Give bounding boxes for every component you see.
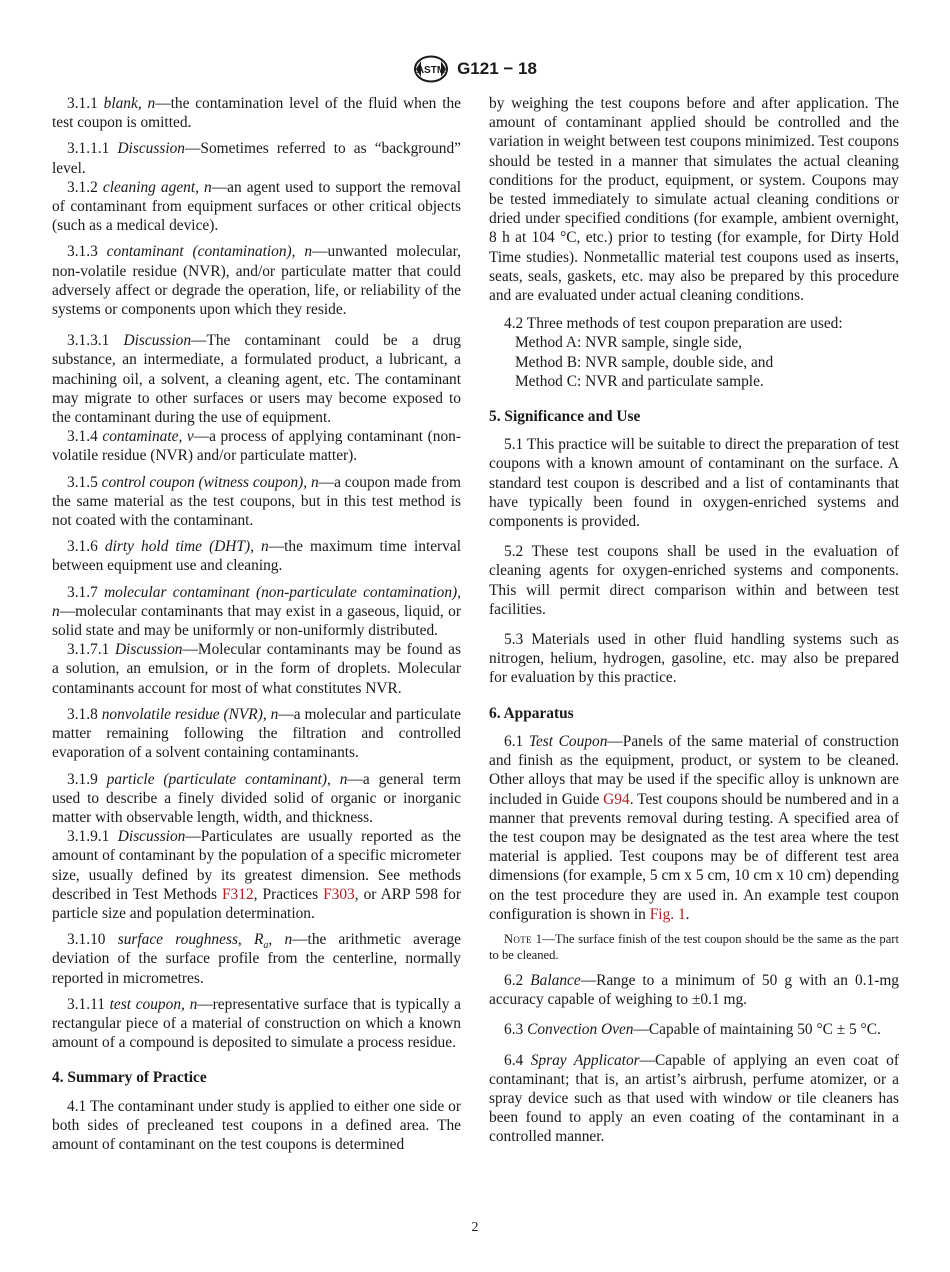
para-4-1-continued: by weighing the test coupons before and after application. The amount of contaminant applied should be controlled and the variation in weight between test coupons minimized. Test coupons should be tested in a manner that simulates the actual cleaning conditions for the product, equipment, or system. Coupons may be tested immediately to simulate actual cleaning conditions or dried under specified conditions (for example, ambient overnight, 8 h at 104 °C, etc.) prior to testing (for example, for Dirty Hold Time studies). Nonmetallic material test coupons used as inserts, seats, seals, gaskets, etc. may also be prepared by this procedure and are evaluated under actual cleaning conditions. xyxy=(489,95,899,305)
method-c: Method C: NVR and particulate sample. xyxy=(515,372,764,390)
left-column xyxy=(52,94,461,1161)
section-4-heading: 4. Summary of Practice xyxy=(52,1069,207,1087)
para-6-4: 6.4 Spray Applicator—Capable of applying an even coat of contaminant; that is, an artist’s airbrush, perfume atomizer, or a spray device such as that used with window or tile cleaners has been found to apply an even coating of the contaminant in a controlled manner. xyxy=(489,1051,899,1146)
page-number: 2 xyxy=(471,1220,479,1235)
para-3-1-6: 3.1.6 dirty hold time (DHT), n—the maximum time interval between equipment use and cleaning. xyxy=(52,538,461,575)
para-3-1-4: 3.1.4 contaminate, v—a process of applying contaminant (non-volatile residue (NVR) and/or particulate matter). xyxy=(52,428,461,465)
method-a: Method A: NVR sample, single side, xyxy=(515,334,742,352)
section-6-heading: 6. Apparatus xyxy=(489,704,574,722)
link-fig-1[interactable]: Fig. 1 xyxy=(649,905,686,923)
para-6-3: 6.3 Convection Oven—Capable of maintaining 50 °C ± 5 °C. xyxy=(504,1021,881,1039)
para-3-1-2: 3.1.2 cleaning agent, n—an agent used to support the removal of contaminant from equipment surfaces or other critical objects (such as a medical device). xyxy=(52,178,461,235)
section-5-heading: 5. Significance and Use xyxy=(489,408,641,426)
note-1: Note 1—The surface finish of the test coupon should be the same as the part to be cleaned. xyxy=(489,931,899,963)
link-g94[interactable]: G94 xyxy=(603,790,630,808)
para-3-1-11: 3.1.11 test coupon, n—representative surface that is typically a rectangular piece of a material of construction on which a known amount of a compound is deposited to simulate a process residue. xyxy=(52,995,461,1052)
para-3-1-3-1: 3.1.3.1 Discussion—The contaminant could be a drug substance, an intermediate, a formulated product, a lubricant, a machining oil, a solvent, a cleaning agent, etc. The contaminant may migrate to other surfaces or users may become exposed to the contaminant during the use of equipment. xyxy=(52,332,461,427)
para-4-2: 4.2 Three methods of test coupon preparation are used: xyxy=(504,315,843,333)
right-column xyxy=(489,94,899,1154)
link-f303[interactable]: F303 xyxy=(323,885,355,903)
para-3-1-9-1: 3.1.9.1 Discussion—Particulates are usually reported as the amount of contaminant by the population of a specific micrometer size, usually defined by its greatest dimension. See methods described in Test Methods F312, Practices F303, or ARP 598 for particle size and population determination. xyxy=(52,828,462,922)
para-3-1-5: 3.1.5 control coupon (witness coupon), n—a coupon made from the same material as the test coupons, but in this test method is not coated with the contaminant. xyxy=(52,473,461,530)
para-3-1-1-1: 3.1.1.1 Discussion—Sometimes referred to as “background” level. xyxy=(52,140,462,177)
para-5-2: 5.2 These test coupons shall be used in the evaluation of cleaning agents for oxygen-enriched systems and components. This will permit direct comparison within and between test facilities. xyxy=(489,543,899,618)
method-b: Method B: NVR sample, double side, and xyxy=(515,353,774,371)
para-6-2: 6.2 Balance—Range to a minimum of 50 g with an 0.1-mg accuracy capable of weighing to ±0.1 mg. xyxy=(489,971,899,1009)
para-3-1-7: 3.1.7 molecular contaminant (non-particulate contamination), n—molecular contaminants that may exist in a gaseous, liquid, or solid state and may be uniformly or non-uniformly distributed. xyxy=(52,583,461,640)
link-f312[interactable]: F312 xyxy=(222,885,254,903)
para-3-1-7-1: 3.1.7.1 Discussion—Molecular contaminants may be found as a solution, an emulsion, or in the form of droplets. Molecular contaminants account for most of what constitutes NVR. xyxy=(52,641,461,697)
para-5-1: 5.1 This practice will be suitable to direct the preparation of test coupons with a known amount of contaminant on the surface. A standard test coupon is described and a list of contaminants that have typically been found in oxygen-enriched systems and components is provided. xyxy=(489,436,899,531)
para-3-1-10: 3.1.10 surface roughness, $R_a$, n—the arithmetic average deviation of the surface profile from the centerline, normally reported in micrometres. xyxy=(52,931,462,987)
para-3-1-1: 3.1.1 blank, n—the contamination level of the fluid when the test coupon is omitted. xyxy=(52,95,461,132)
astm-logo-icon xyxy=(413,55,449,83)
para-3-1-8: 3.1.8 nonvolatile residue (NVR), n—a molecular and particulate matter remaining following the filtration and controlled evaporation of a solvent containing contaminants. xyxy=(52,705,461,762)
svg-text:ASTM: ASTM xyxy=(416,65,446,76)
document-code: G121 − 18 xyxy=(457,59,537,79)
para-3-1-3: 3.1.3 contaminant (contamination), n—unwanted molecular, non-volatile residue (NVR), and/or particulate matter that could adversely affect or degrade the operation, life, or reliability of the systems or components upon which they reside. xyxy=(52,243,461,319)
para-5-3: 5.3 Materials used in other fluid handling systems such as nitrogen, helium, hydrogen, gasoline, etc. may also be prepared for evaluation by this practice. xyxy=(489,631,899,687)
para-6-1: 6.1 Test Coupon—Panels of the same material of construction and finish as the equipment, product, or system to be cleaned. Other alloys that may be used if the specific alloy is unknown are included in Guide G94. Test coupons should be numbered and in a manner that prevents removal during testing. A specified area of the test coupon may be designated as the test area where the test material is applied. Test coupons may be of different test area dimensions (for example, 5 cm x 5 cm, 10 cm x 10 cm) depending on the test procedure they are used in. An example test coupon configuration is shown in Fig. 1. xyxy=(489,732,899,923)
page-header xyxy=(0,54,950,84)
para-3-1-9: 3.1.9 particle (particulate contaminant), n—a general term used to describe a finely divided solid of organic or inorganic matter with observable length, width, and thickness. xyxy=(52,770,461,826)
para-4-1: 4.1 The contaminant under study is applied to either one side or both sides of precleaned test coupons in a defined area. The amount of contaminant on the test coupons is determined xyxy=(52,1097,461,1153)
